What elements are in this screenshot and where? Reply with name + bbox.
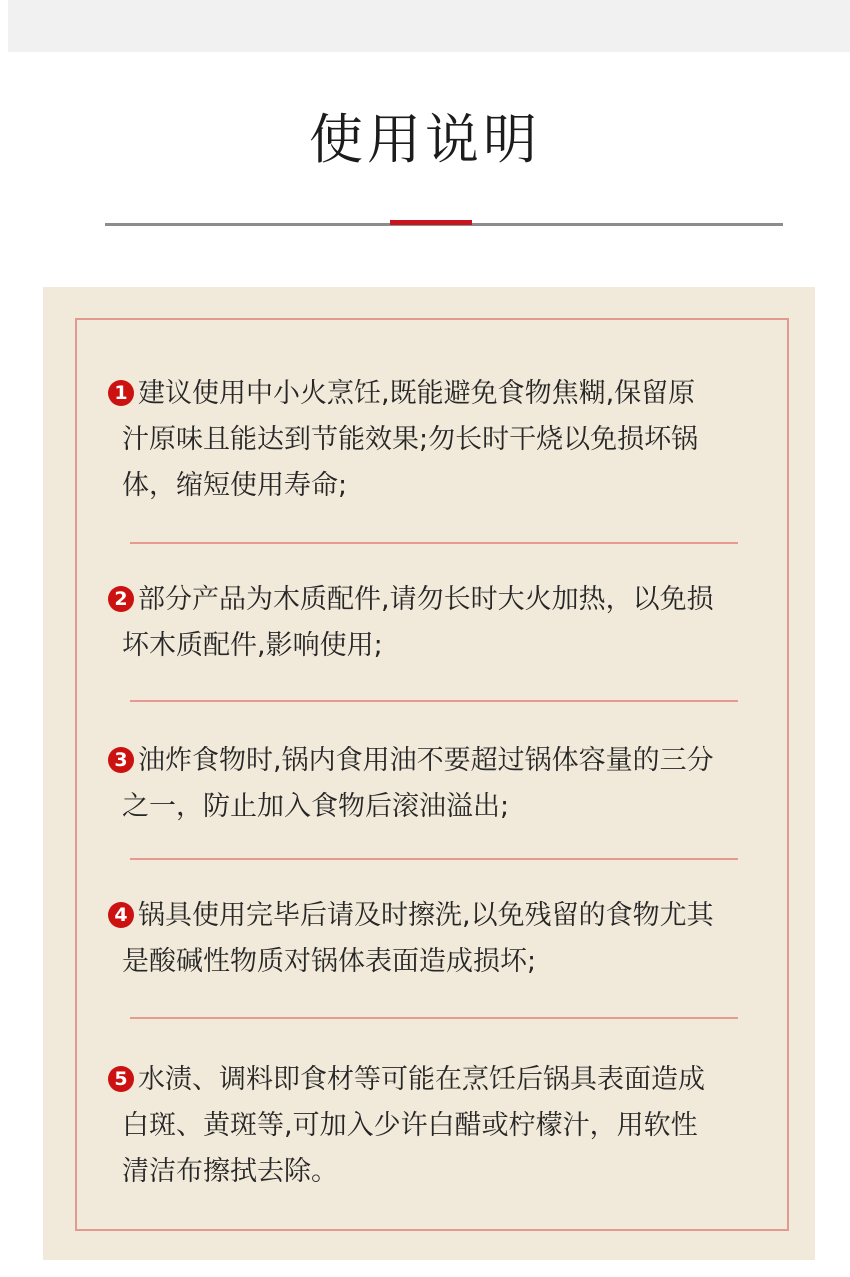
instruction-text: 是酸碱性物质对锅体表面造成损坏; [122,946,537,977]
instruction-item-2 [108,577,768,669]
instruction-line [108,577,768,623]
number-badge-icon: 5 [108,1066,134,1092]
instruction-text: 清洁布擦拭去除。 [122,1156,338,1187]
instruction-item-3 [108,738,768,830]
instruction-text: 油炸食物时,锅内食用油不要超过锅体容量的三分 [138,745,714,776]
instruction-line [108,371,768,417]
instruction-line [108,1057,768,1103]
item-separator [130,542,738,544]
item-separator [130,858,738,860]
number-badge-icon: 2 [108,586,134,612]
page-title: 使用说明 [309,108,541,171]
instruction-line [108,893,768,939]
instruction-text: 白斑、黄斑等,可加入少许白醋或柠檬汁，用软性 [122,1110,698,1141]
number-badge-icon: 3 [108,747,134,773]
number-badge-icon: 4 [108,902,134,928]
number-badge-icon: 1 [108,380,134,406]
title-divider-accent [390,220,472,225]
instruction-text: 部分产品为木质配件,请勿长时大火加热，以免损 [138,584,714,615]
instruction-item-1 [108,371,768,509]
instruction-text: 体，缩短使用寿命; [122,470,348,501]
instruction-item-5 [108,1057,768,1195]
instruction-text: 锅具使用完毕后请及时擦洗,以免残留的食物尤其 [138,900,714,931]
instruction-line [108,738,768,784]
instruction-item-4 [108,893,768,985]
instruction-text: 水渍、调料即食材等可能在烹饪后锅具表面造成 [138,1064,705,1095]
item-separator [130,1017,738,1019]
instruction-text: 之一，防止加入食物后滚油溢出; [122,791,510,822]
instruction-text: 汁原味且能达到节能效果;勿长时干烧以免损坏锅 [122,424,699,455]
instruction-text: 建议使用中小火烹饪,既能避免食物焦糊,保留原 [138,378,696,409]
top-strip [8,0,850,52]
item-separator [130,700,738,702]
instruction-text: 坏木质配件,影响使用; [122,630,383,661]
